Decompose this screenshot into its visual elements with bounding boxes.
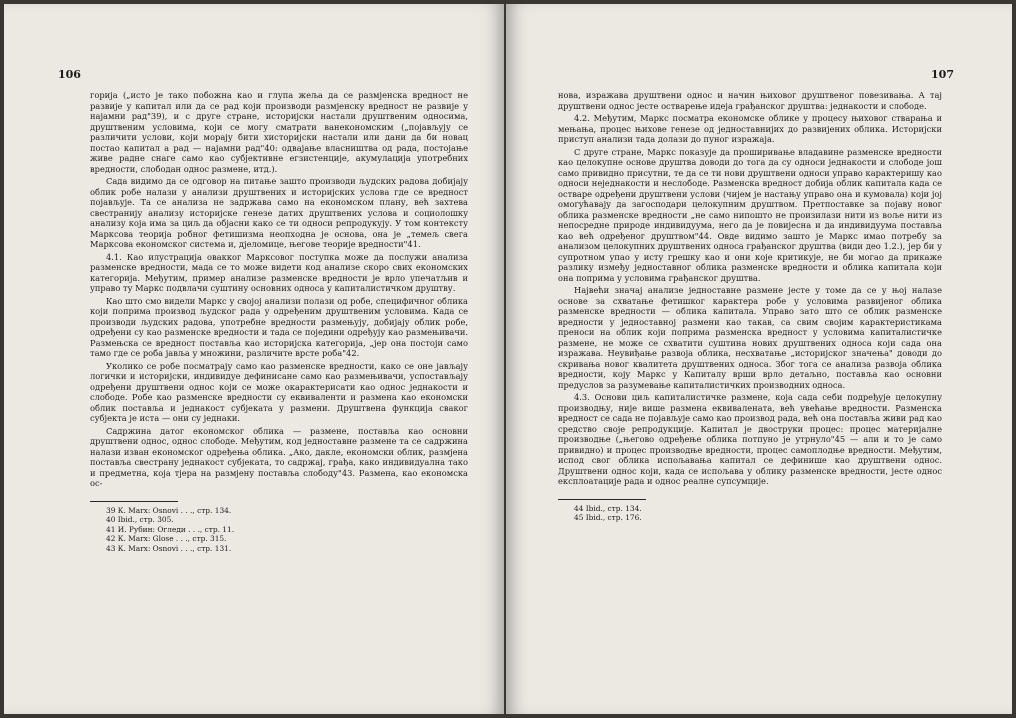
page-number: 106 [58,68,81,81]
right-page [506,4,1012,714]
paragraph: Садржина датог економског облика — размене, поставља као основни друштвени однос, однос слободе. Међутим, код једноставне размене та се садржина налази изван економског одређења облика. „Ако, дакле, економски облик, размјена поставља свестрану једнакост субјеката, то садржај, грађа, како индивидуална тако и предметна, која тјера на размјену поставља слободу"43. Размена, као економска ос- [90,425,468,488]
paragraph: С друге стране, Маркс показује да проширивање владавине разменске вредности као целокупне основе друштва доводи до тога да су односи једнакости и слободе још само привидно присутни, те да се ти нови друштвени односи управо карактеришу као односи неједнакости и неслободе. Разменска вредност добија облик капитала када се оствaре одређени друштвени услови (чијем је настању управо она и кумовала) који јој омогућавају да загосподари целокупним друштвом. Претпоставке за појаву новог облика разменске вредности „не само нипошто не произилази нити из воље нити из непосредне природе индивидуума, него да је повијесна и да индивидуума поставља као већ одређеног друштвом"44. Овде видимо зашто је Маркс имао потребу за анализом целокупних друштвених односа грађанског друштва (види део 1.2.), јер би у супротном упао у исту грешку као и они које критикује, не би могао да прикаже разлику између једноставног облика разменске вредности и облика капитала који она поприма у условима грађанског друштва. [558,146,942,283]
paragraph: 4.3. Основи циљ капиталистичке размене, која сада себи подређује целокупну производњу, није више размена еквивалената, већ увећање вредности. Разменска вредност се сада не појављује само као производ рада, већ она поставља живи рад као средство своје репродукције. Капитал је двоструки процес: процес материјалне производње („његово одређење облика потпуно је утрнуло"45 — али и то је само привидно) и процес производње вредности, процес самоплодње вредности. Међутим, испод свог облика испољавања капитал се дефинише као друштвени однос. Друштвени однос који, када се испољава у облику разменске вредности, јесте однос експлоатације рада и однос реалне супсумције. [558,392,942,486]
paragraph: Уколико се робе посматрају само као разменске вредности, како се оне јављају логички и историјски, индивидуе дефинисане само као размењивачи, успостављају одређени друштвени однос који се може окарактерисати као однос једнакости и слободе. Робе као разменске вредности су еквиваленти и размена као економски облик поставља и једнакост субјеката у размени. Друштвена функција сваког субјекта је иста — они су једнаки. [90,360,468,423]
paragraph: Сада видимо да се одговор на питање зашто производи људских радова добијају облик робе налази у анализи друштвених и историјских услова где се вредност појављује. Та се анализа не задржава само на економском плану, већ захтева свестранију анализу историјске генезе датих друштвених услова и социолошку анализу која има за циљ да објасни како се ти односи репродукују. У том контексту Марксова теорија робног фетишизма неопходна је основа, она је „темељ свега Марксова економског система и, дјеломице, његове теорије вредности"41. [90,176,468,249]
footnote: 40 Ibid., стр. 305. [106,515,174,525]
footnote: 39 К. Marx: Osnovi . . ., стр. 134. [106,505,232,515]
paragraph: нова, изражава друштвени однос и начин њиховог друштвеног повезивања. А тај друштвени однос јесте остварење идеја грађанског друштва: једнакости и слободе. [558,90,942,111]
paragraph: Највећи значај анализе једноставне размене јесте у томе да се у њој налазе основе за схватање фетишког карактера робе у условима развијеног облика разменске вредности — облика капитала. Управо зато што се облик разменске вредности у једноставној размени као такав, са свим својим карактеристикама преноси на облик који поприма разменска вредност у условима капиталистичке размене, не може се схватити суштина нових друштвених односа који сада она изражава. Неувиђање развоја облика, несхватање „историјског значења" доводи до скривања новог квалитета друштвених односа. Због тога се анализа развоја облика вредности, коју Маркс у Капиталу врши врло детаљно, поставља као основни предуслов за разумевање капиталистичких производних односа. [558,285,942,390]
paragraph: горија („исто је тако побожна као и глупа жеља да се размјенска вредност не развије у капитал или да се рад који производи размјенску вредност не развије у најамни рад"39), и с друге стране, историјски настали друштвеним односима, друштвеним условима, који се могу сматрати ванекономским („појављују се различити услови, који морају бити хисторијски настали или дани да би новац постао капитал а рад — најамни рад"40: одвајање власништва од рада, постојање живе радне снаге само као субјективне егзистенције, акумулација употребних вредности, слободан однос размене, итд.). [90,90,468,174]
footnote: 43 К. Marx: Osnovi . . ., стр. 131. [106,543,232,553]
footnote: 45 Ibid., стр. 176. [574,513,642,523]
footnotes [558,499,646,523]
footnote: 41 И. Рубин: Огледи . . ., стр. 11. [106,524,235,534]
footnote: 42 К. Marx: Glose . . ., стр. 315. [106,534,227,544]
page-number: 107 [931,68,954,81]
left-page [4,4,504,714]
page-body [558,90,942,523]
footnote: 44 Ibid., стр. 134. [574,503,642,513]
footnotes [90,501,235,554]
page-body [90,90,468,553]
paragraph: 4.2. Међутим, Маркс посматра економске облике у процесу њиховог стварања и мењања, процес њихове генезе од једноставнијих до развијених облика. Историјски приступ анализи тада долази до пуног изражаја. [558,113,942,144]
paragraph: 4.1. Као илустрација овакког Марксовог поступка може да послужи анализа разменске вредности, мада се то може видети код анализе скоро свих економских категорија. Међутим, пример анализе разменске вредности је врло упечатљив и управо ту Маркс подвлачи суштину основних односа у капиталистичком друштву. [90,251,468,293]
paragraph: Као што смо видели Маркс у својој анализи полази од робе, специфичног облика који поприма производ људског рада у одређеним друштвеним условима. Када се производи људских радова, употребне вредности размењују, добијају облик робе, одређени су као разменске вредности и тада се поједини одређују као размењивачи. Размењска се вредност поставља као историјска категорија, „јер она постоји само тамо где се роба јавља у множини, различите врсте роба"42. [90,295,468,358]
